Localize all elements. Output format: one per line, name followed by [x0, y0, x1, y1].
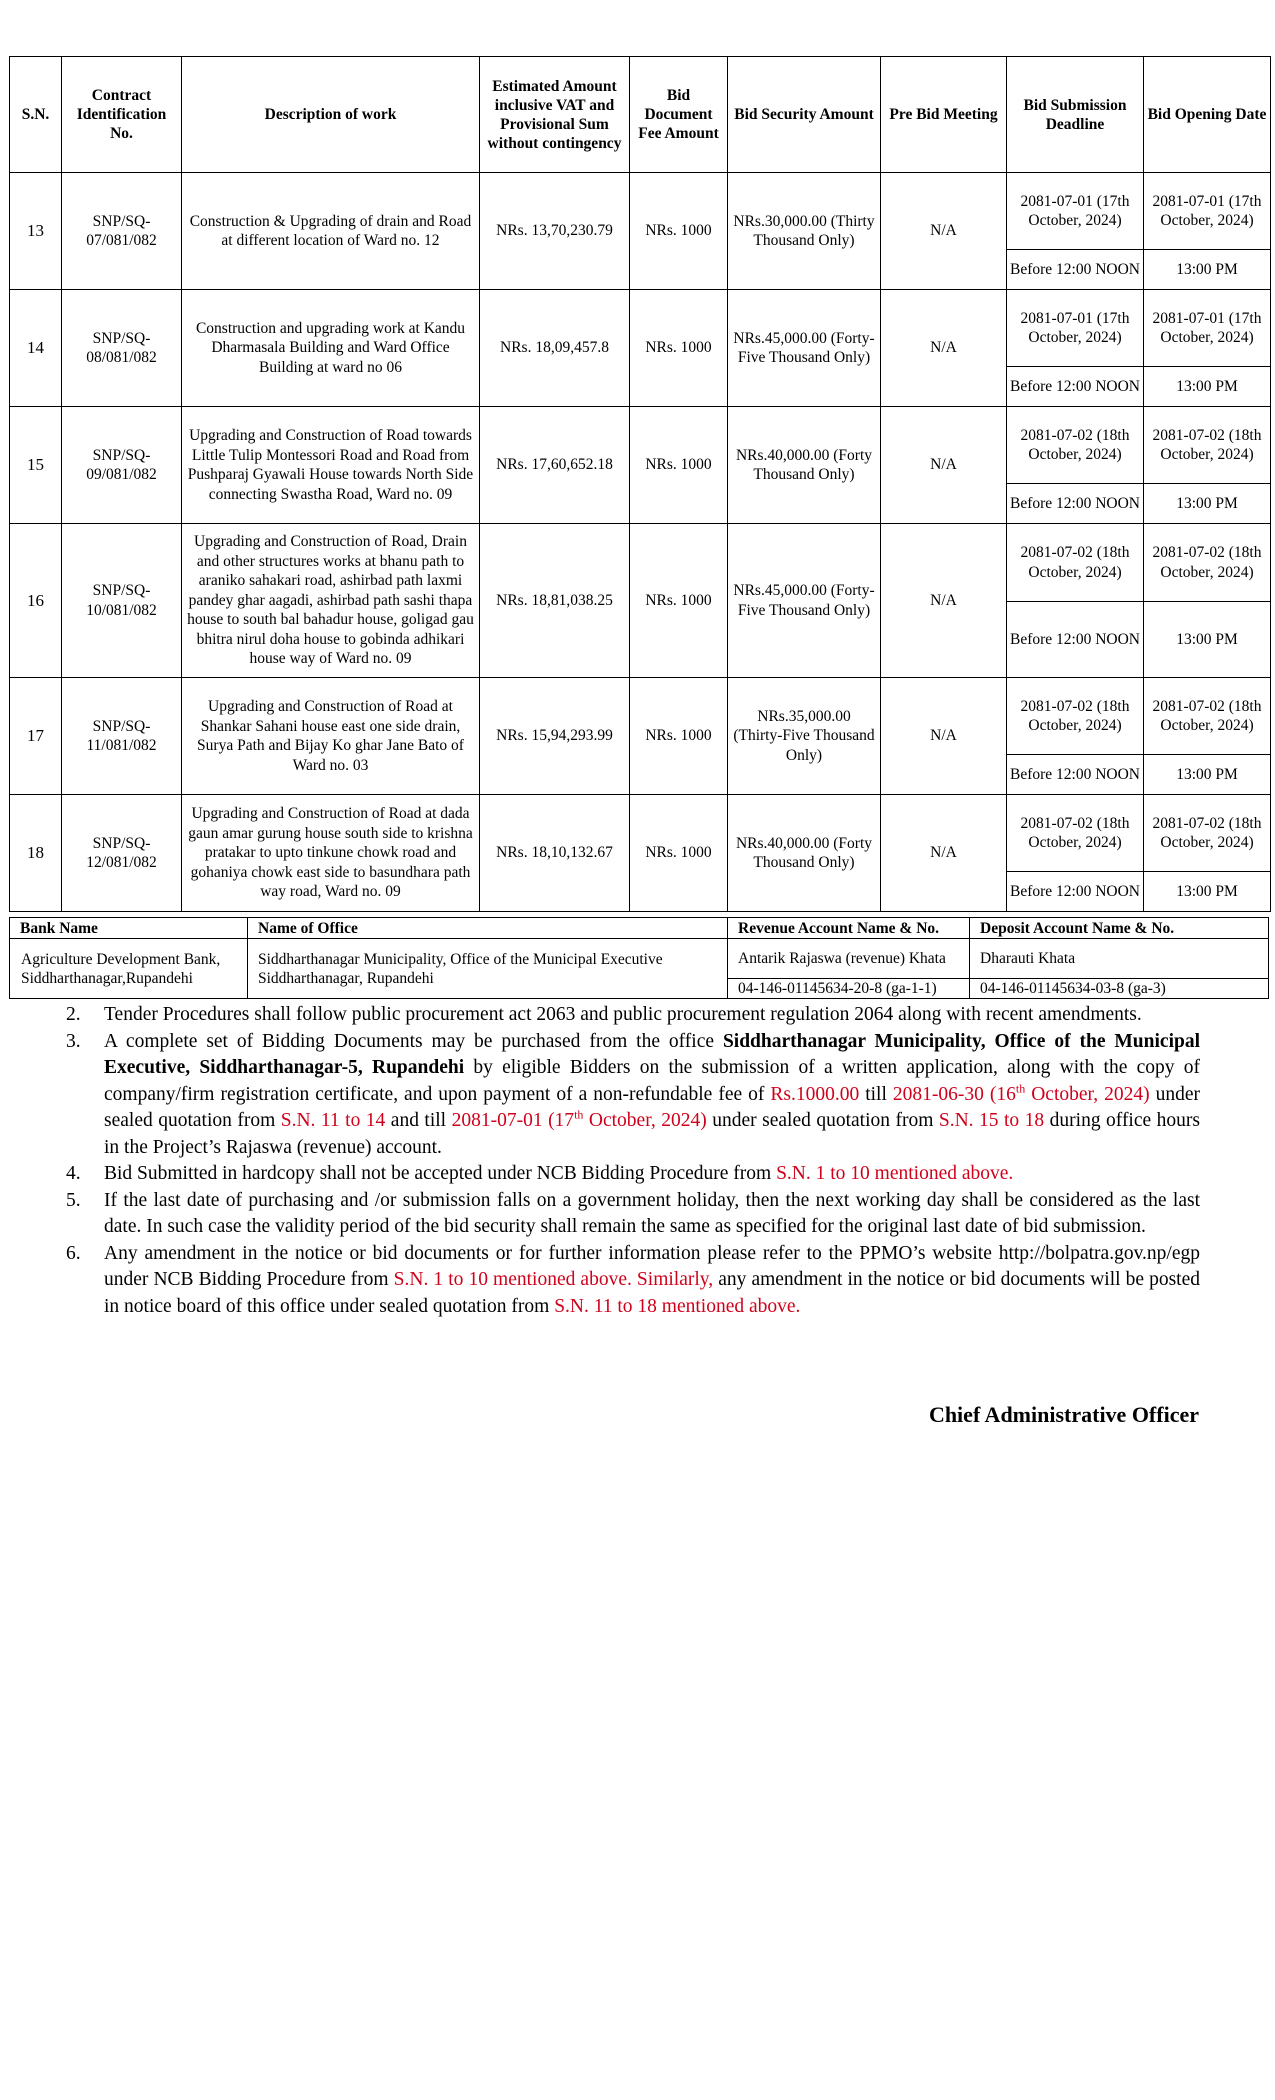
- condition-6: [66, 1241, 1200, 1321]
- cell-fee: NRs. 1000: [630, 678, 728, 795]
- cell-submission-time: Before 12:00 NOON: [1007, 872, 1144, 912]
- cell-opening-date: 2081-07-02 (18th October, 2024): [1144, 678, 1271, 755]
- condition-text: till: [859, 1083, 893, 1105]
- cell-submission-time: Before 12:00 NOON: [1007, 602, 1144, 678]
- cell-security: NRs.45,000.00 (Forty-Five Thousand Only): [728, 290, 881, 407]
- condition-5: [66, 1188, 1200, 1241]
- cell-submission-date: 2081-07-02 (18th October, 2024): [1007, 407, 1144, 484]
- header-sn: S.N.: [10, 57, 62, 173]
- cell-contract-id: SNP/SQ-09/081/082: [62, 407, 182, 524]
- cell-contract-id: SNP/SQ-10/081/082: [62, 524, 182, 678]
- cell-pre-bid: N/A: [881, 173, 1007, 290]
- sn-range-2: S.N. 15 to 18: [938, 1110, 1045, 1131]
- deadline-date-2: 2081-07-01 (17th October, 2024): [451, 1107, 707, 1131]
- cell-opening-time: 13:00 PM: [1144, 367, 1271, 407]
- table-row: [10, 524, 1271, 602]
- condition-2: [66, 1002, 1200, 1029]
- deadline-date-1: 2081-06-30 (16th October, 2024): [892, 1081, 1150, 1105]
- cell-amount: NRs. 15,94,293.99: [480, 678, 630, 795]
- cell-opening-time: 13:00 PM: [1144, 872, 1271, 912]
- cell-contract-id: SNP/SQ-11/081/082: [62, 678, 182, 795]
- sn-range: S.N. 1 to 10 mentioned above.: [776, 1163, 1014, 1184]
- header-bid-security: Bid Security Amount: [728, 57, 881, 173]
- cell-sn: 17: [10, 678, 62, 795]
- signature-title: Chief Administrative Officer: [928, 1402, 1199, 1427]
- cell-opening-time: 13:00 PM: [1144, 602, 1271, 678]
- cell-fee: NRs. 1000: [630, 173, 728, 290]
- cell-amount: NRs. 18,09,457.8: [480, 290, 630, 407]
- cell-security: NRs.35,000.00 (Thirty-Five Thousand Only): [728, 678, 881, 795]
- cell-description: Upgrading and Construction of Road at dada gaun amar gurung house south side to krishna pratakar to upto tinkune chowk road and gohaniya chowk east side to basundhara path way road, Ward no. 09: [182, 795, 480, 912]
- cell-opening-date: 2081-07-02 (18th October, 2024): [1144, 407, 1271, 484]
- sn-range-1: S.N. 11 to 14: [280, 1110, 386, 1131]
- condition-text: Any amendment in the notice or bid documents or for further information please refer to the PPMO’s website http://bolpatra.gov.np/egp under NCB Bidding Procedure from: [104, 1242, 1200, 1290]
- cell-opening-date: 2081-07-02 (18th October, 2024): [1144, 795, 1271, 872]
- condition-text: and till: [385, 1110, 452, 1131]
- table-row: [10, 173, 1271, 250]
- cell-sn: 14: [10, 290, 62, 407]
- cell-opening-time: 13:00 PM: [1144, 250, 1271, 290]
- condition-number: 6.: [66, 1242, 81, 1264]
- condition-text: A complete set of Bidding Documents may be purchased from the office: [104, 1030, 723, 1052]
- account-row: [10, 939, 1269, 979]
- condition-number: 2.: [66, 1004, 81, 1025]
- condition-text: If the last date of purchasing and /or submission falls on a government holiday, then the next working day shall be considered as the last date. In such case the validity period of the bid security shall remain the same as specified for the original last date of bid submission.: [104, 1189, 1200, 1237]
- sn-range: S.N. 11 to 18 mentioned above.: [554, 1295, 801, 1317]
- header-revenue-account: Revenue Account Name & No.: [728, 918, 970, 939]
- cell-contract-id: SNP/SQ-12/081/082: [62, 795, 182, 912]
- header-office-name: Name of Office: [248, 918, 728, 939]
- table-header-row: [10, 57, 1271, 173]
- cell-submission-time: Before 12:00 NOON: [1007, 755, 1144, 795]
- cell-submission-time: Before 12:00 NOON: [1007, 484, 1144, 524]
- cell-pre-bid: N/A: [881, 678, 1007, 795]
- cell-fee: NRs. 1000: [630, 795, 728, 912]
- header-submission-deadline: Bid Submission Deadline: [1007, 57, 1144, 173]
- cell-sn: 18: [10, 795, 62, 912]
- condition-text: by eligible Bidders on the submission of a written application, along with the copy of company/firm registration certificate, and upon payment of a non-refundable fee of: [104, 1057, 1200, 1105]
- condition-text: any amendment in the notice or bid documents will be posted in notice board of this office under sealed quotation from: [104, 1269, 1200, 1317]
- condition-text: Tender Procedures shall follow public procurement act 2063 and public procurement regulation 2064 along with recent amendments.: [104, 1004, 1142, 1025]
- deposit-account-number: 04-146-01145634-03-8 (ga-3): [970, 979, 1269, 999]
- cell-opening-time: 13:00 PM: [1144, 755, 1271, 795]
- cell-contract-id: SNP/SQ-07/081/082: [62, 173, 182, 290]
- cell-submission-time: Before 12:00 NOON: [1007, 367, 1144, 407]
- cell-security: NRs.45,000.00 (Forty-Five Thousand Only): [728, 524, 881, 678]
- cell-submission-date: 2081-07-01 (17th October, 2024): [1007, 290, 1144, 367]
- condition-text: during office hours in the Project’s Rajaswa (revenue) account.: [104, 1110, 1200, 1158]
- cell-description: Upgrading and Construction of Road, Drain and other structures works at bhanu path to araniko sahakari road, ashirbad path laxmi pandey ghar aagadi, ashirbad path sashi thapa house to south bal bahadur house, goligad gau bhitra nirul doha house to gobinda adhikari house way of Ward no. 09: [182, 524, 480, 678]
- header-estimated-amount: Estimated Amount inclusive VAT and Provisional Sum without contingency: [480, 57, 630, 173]
- cell-security: NRs.40,000.00 (Forty Thousand Only): [728, 407, 881, 524]
- condition-number: 3.: [66, 1030, 81, 1052]
- cell-submission-date: 2081-07-01 (17th October, 2024): [1007, 173, 1144, 250]
- cell-pre-bid: N/A: [881, 524, 1007, 678]
- cell-opening-date: 2081-07-02 (18th October, 2024): [1144, 524, 1271, 602]
- sn-range: S.N. 1 to 10 mentioned above. Similarly,: [393, 1269, 714, 1290]
- condition-text: under sealed quotation from: [104, 1083, 1201, 1131]
- cell-amount: NRs. 18,81,038.25: [480, 524, 630, 678]
- cell-amount: NRs. 17,60,652.18: [480, 407, 630, 524]
- header-bid-doc-fee: Bid Document Fee Amount: [630, 57, 728, 173]
- condition-number: 5.: [66, 1189, 81, 1211]
- notice-conditions: [66, 1002, 1200, 1320]
- cell-fee: NRs. 1000: [630, 524, 728, 678]
- cell-sn: 16: [10, 524, 62, 678]
- cell-submission-date: 2081-07-02 (18th October, 2024): [1007, 678, 1144, 755]
- cell-submission-time: Before 12:00 NOON: [1007, 250, 1144, 290]
- condition-4: [66, 1161, 1200, 1188]
- cell-amount: NRs. 13,70,230.79: [480, 173, 630, 290]
- table-row: [10, 407, 1271, 484]
- cell-pre-bid: N/A: [881, 290, 1007, 407]
- cell-description: Construction & Upgrading of drain and Road at different location of Ward no. 12: [182, 173, 480, 290]
- bid-notice-table: [9, 56, 1271, 912]
- cell-contract-id: SNP/SQ-08/081/082: [62, 290, 182, 407]
- condition-number: 4.: [66, 1163, 81, 1184]
- fee-amount: Rs.1000.00: [770, 1083, 860, 1105]
- cell-opening-date: 2081-07-01 (17th October, 2024): [1144, 290, 1271, 367]
- cell-pre-bid: N/A: [881, 407, 1007, 524]
- cell-submission-date: 2081-07-02 (18th October, 2024): [1007, 795, 1144, 872]
- header-contract-id: Contract Identification No.: [62, 57, 182, 173]
- cell-submission-date: 2081-07-02 (18th October, 2024): [1007, 524, 1144, 602]
- cell-description: Upgrading and Construction of Road towards Little Tulip Montessori Road and Road from Pushparaj Gyawali House towards North Side connecting Swastha Road, Ward no. 09: [182, 407, 480, 524]
- office-address: Siddharthanagar Municipality, Office of the Municipal Executive, Siddharthanagar-5, Rupandehi: [104, 1030, 1200, 1078]
- cell-opening-time: 13:00 PM: [1144, 484, 1271, 524]
- cell-fee: NRs. 1000: [630, 290, 728, 407]
- cell-opening-date: 2081-07-01 (17th October, 2024): [1144, 173, 1271, 250]
- header-bank-name: Bank Name: [10, 918, 248, 939]
- table-row: [10, 290, 1271, 367]
- cell-amount: NRs. 18,10,132.67: [480, 795, 630, 912]
- header-opening-date: Bid Opening Date: [1144, 57, 1271, 173]
- bank-name: Agriculture Development Bank, Siddharthanagar,Rupandehi: [10, 939, 248, 999]
- cell-description: Upgrading and Construction of Road at Shankar Sahani house east one side drain, Surya Path and Bijay Ko ghar Jane Bato of Ward no. 03: [182, 678, 480, 795]
- header-description: Description of work: [182, 57, 480, 173]
- revenue-account-name: Antarik Rajaswa (revenue) Khata: [728, 939, 970, 979]
- cell-security: NRs.40,000.00 (Forty Thousand Only): [728, 795, 881, 912]
- header-deposit-account: Deposit Account Name & No.: [970, 918, 1269, 939]
- condition-text: under sealed quotation from: [706, 1110, 939, 1131]
- cell-description: Construction and upgrading work at Kandu Dharmasala Building and Ward Office Building at ward no 06: [182, 290, 480, 407]
- header-pre-bid: Pre Bid Meeting: [881, 57, 1007, 173]
- office-name: Siddharthanagar Municipality, Office of the Municipal Executive Siddharthanagar, Rupandehi: [248, 939, 728, 999]
- account-header-row: [10, 918, 1269, 939]
- cell-sn: 13: [10, 173, 62, 290]
- table-row: [10, 795, 1271, 872]
- cell-fee: NRs. 1000: [630, 407, 728, 524]
- table-row: [10, 678, 1271, 755]
- deposit-account-name: Dharauti Khata: [970, 939, 1269, 979]
- cell-pre-bid: N/A: [881, 795, 1007, 912]
- revenue-account-number: 04-146-01145634-20-8 (ga-1-1): [728, 979, 970, 999]
- cell-sn: 15: [10, 407, 62, 524]
- condition-text: Bid Submitted in hardcopy shall not be accepted under NCB Bidding Procedure from: [104, 1163, 777, 1184]
- cell-security: NRs.30,000.00 (Thirty Thousand Only): [728, 173, 881, 290]
- condition-3: [66, 1029, 1200, 1162]
- account-table: [9, 917, 1269, 999]
